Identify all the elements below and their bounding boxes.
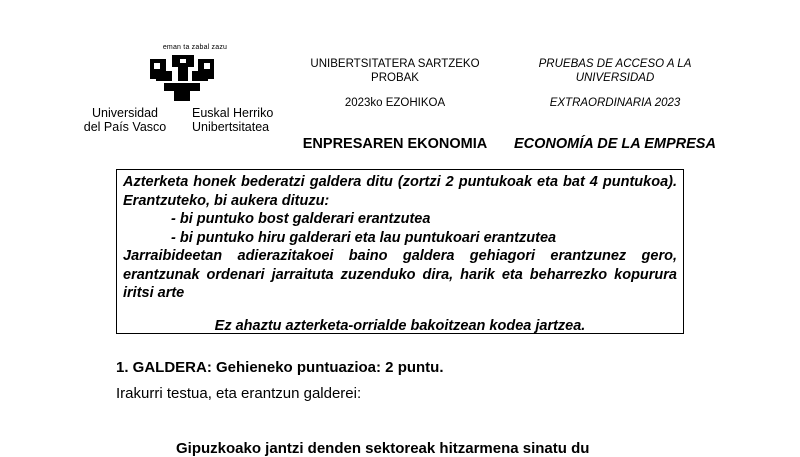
- article-title: Gipuzkoako jantzi denden sektoreak hitzarmena sinatu du: [176, 440, 590, 457]
- exam-session-es: EXTRAORDINARIA 2023: [549, 97, 681, 109]
- logo-motto: eman ta zabal zazu: [162, 44, 228, 51]
- question-heading: 1. GALDERA: Gehieneko puntuazioa: 2 puntu.: [116, 359, 444, 376]
- logo-block: [174, 89, 190, 101]
- university-name-es: Universidad del País Vasco: [83, 106, 167, 134]
- exam-title-eu: UNIBERTSITATERA SARTZEKO PROBAK: [310, 58, 480, 84]
- exam-session-eu: 2023ko EZOHIKOA: [344, 97, 446, 109]
- subject-title-eu: ENPRESAREN EKONOMIA: [302, 136, 488, 152]
- exam-title-es: PRUEBAS DE ACCESO A LA UNIVERSIDAD: [538, 58, 692, 84]
- instructions-option: - bi puntuko hiru galderari eta lau puntukoari erantzutea: [171, 229, 557, 246]
- university-name-eu: Euskal Herriko Unibertsitatea: [192, 106, 274, 134]
- subject-title-es: ECONOMÍA DE LA EMPRESA: [514, 136, 716, 152]
- instructions-note: Jarraibideetan adierazitakoei baino galdera gehiagori erantzunez gero, erantzunak ordenari jarraituta zuzenduko dira, harik eta beharrezko kopurura iritsi arte: [123, 248, 677, 301]
- logo-block: [178, 67, 188, 81]
- instructions-reminder: Ez ahaztu azterketa-orrialde bakoitzean kodea jartzea.: [214, 317, 586, 334]
- logo-block: [156, 71, 172, 81]
- instructions-box: [116, 169, 684, 334]
- instructions-intro: Azterketa honek bederatzi galdera ditu (zortzi 2 puntukoak eta bat 4 puntukoa). Erantzuteko, bi aukera dituzu:: [123, 174, 677, 209]
- instructions-option: - bi puntuko bost galderari erantzutea: [171, 211, 431, 227]
- logo-block: [192, 71, 208, 81]
- university-logo: [150, 53, 216, 101]
- question-intro: Irakurri testua, eta erantzun galderei:: [116, 385, 362, 402]
